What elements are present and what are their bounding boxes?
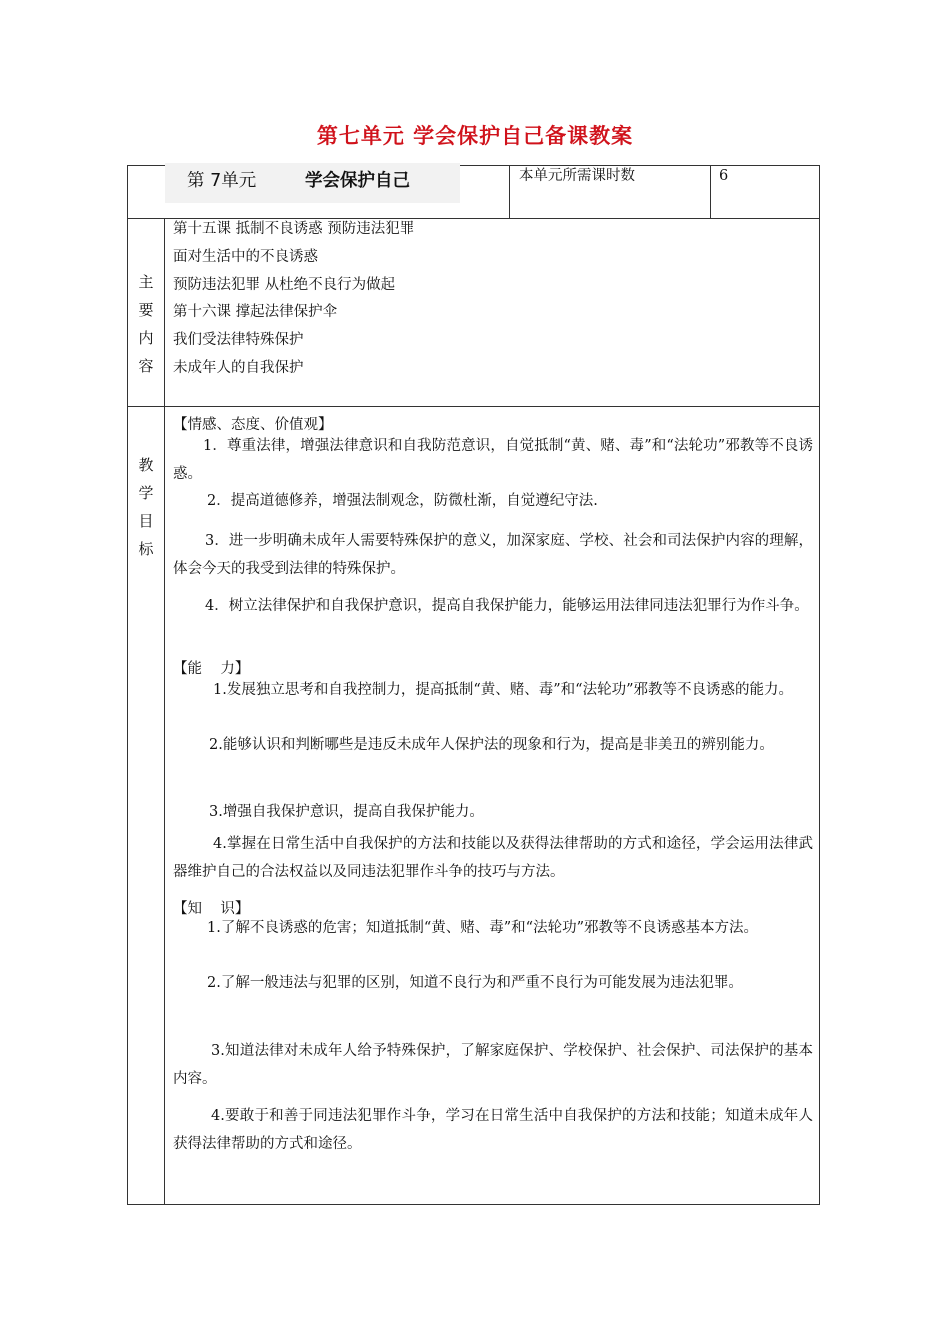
content-line: 第十五课 抵制不良诱惑 预防违法犯罪 (173, 221, 415, 237)
header-divider-1 (509, 165, 510, 219)
objective-item: 2．提高道德修养，增强法制观念，防微杜渐，自觉遵纪守法. (207, 493, 598, 509)
knowledge-heading: 【知 识】 (173, 901, 250, 917)
label-column-divider (164, 218, 165, 1205)
objective-item: 1.发展独立思考和自我控制力，提高抵制“黄、赌、毒”和“法轮功”邪教等不良诱惑的能力。 (213, 682, 793, 698)
hours-value: 6 (719, 168, 729, 184)
content-line: 面对生活中的不良诱惑 (173, 249, 318, 265)
objective-item: 4.要敢于和善于同违法犯罪作斗争，学习在日常生活中自我保护的方法和技能；知道未成年人获得法律帮助的方式和途径。 (173, 1108, 813, 1152)
unit-name: 学会保护自己 (305, 171, 410, 191)
hours-label: 本单元所需课时数 (519, 168, 635, 184)
objective-item: 3.知道法律对未成年人给予特殊保护，了解家庭保护、学校保护、社会保护、司法保护的基本内容。 (173, 1043, 813, 1087)
content-line: 我们受法律特殊保护 (173, 332, 304, 348)
content-line: 第十六课 撑起法律保护伞 (173, 304, 338, 320)
objective-item: 4.掌握在日常生活中自我保护的方法和技能以及获得法律帮助的方式和途径，学会运用法律武器维护自己的合法权益以及同违法犯罪作斗争的技巧与方法。 (173, 836, 813, 880)
emotion-heading: 【情感、态度、价值观】 (173, 417, 333, 433)
document-title: 第七单元 学会保护自己备课教案 (316, 124, 634, 148)
table-border-right (819, 165, 820, 1205)
objectives-label: 教 学 目 标 (138, 456, 154, 558)
unit-number: 第 7单元 (187, 171, 257, 191)
objective-item: 3．进一步明确未成年人需要特殊保护的意义，加深家庭、学校、社会和司法保护内容的理解，体会今天的我受到法律的特殊保护。 (173, 533, 813, 577)
content-line: 预防违法犯罪 从杜绝不良行为做起 (173, 277, 396, 293)
objective-item: 1．尊重法律，增强法律意识和自我防范意识，自觉抵制“黄、赌、毒”和“法轮功”邪教等不良诱惑。 (173, 438, 813, 482)
main-content-label: 主 要 内 容 (138, 273, 154, 375)
content-line: 未成年人的自我保护 (173, 360, 304, 376)
header-divider-2 (710, 165, 711, 219)
ability-heading: 【能 力】 (173, 661, 250, 677)
objective-item: 3.增强自我保护意识，提高自我保护能力。 (209, 804, 484, 820)
objective-item: 4．树立法律保护和自我保护意识，提高自我保护能力，能够运用法律同违法犯罪行为作斗争。 (205, 598, 809, 614)
objective-item: 2.能够认识和判断哪些是违反未成年人保护法的现象和行为，提高是非美丑的辨别能力。 (209, 737, 774, 753)
table-border-bottom (127, 1204, 820, 1205)
objective-item: 2.了解一般违法与犯罪的区别，知道不良行为和严重不良行为可能发展为违法犯罪。 (207, 975, 743, 991)
row-divider-2 (127, 406, 820, 407)
objective-item: 1.了解不良诱惑的危害；知道抵制“黄、赌、毒”和“法轮功”邪教等不良诱惑基本方法。 (207, 920, 758, 936)
